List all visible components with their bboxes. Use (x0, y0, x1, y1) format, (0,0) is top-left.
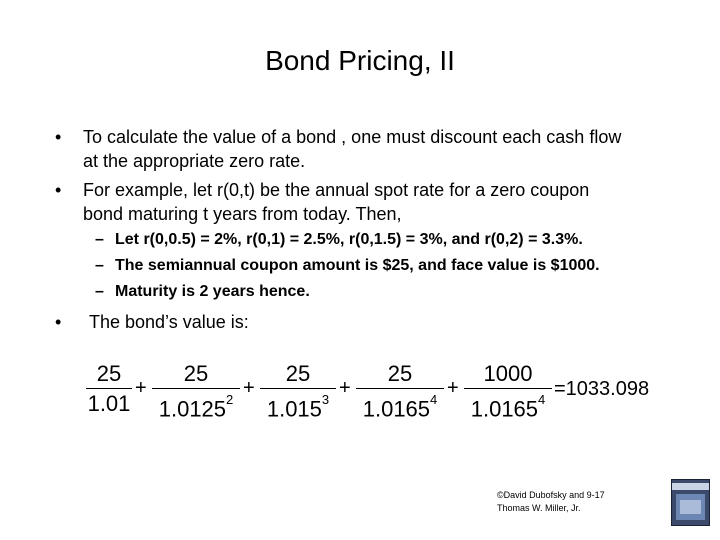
fraction-term-5 (464, 360, 552, 422)
bullet-3-text: The bond’s value is: (89, 312, 249, 332)
footer-line-2: Thomas W. Miller, Jr. (497, 503, 581, 513)
denominator (356, 389, 444, 422)
denominator (86, 389, 132, 417)
plus-operator: + (447, 377, 459, 399)
denominator (260, 389, 336, 422)
bullet-2-line-1: For example, let r(0,t) be the annual spot rate for a zero coupon (83, 180, 590, 200)
denominator-base: 1.0125 (158, 396, 227, 422)
bullet-1-text (83, 125, 683, 173)
bullet-marker: • (55, 180, 62, 200)
logo-band (672, 483, 709, 490)
numerator: 25 (387, 361, 413, 386)
exponent: 4 (430, 392, 438, 407)
slide-title: Bond Pricing, II (265, 45, 455, 76)
bullet-1-line-1: To calculate the value of a bond , one must discount each cash flow (83, 127, 622, 147)
plus-operator: + (339, 377, 351, 399)
denominator-base: 1.0165 (470, 396, 539, 422)
subbullet-marker: – (95, 231, 104, 248)
book-cover-logo (671, 479, 710, 526)
fraction-term-1 (86, 360, 132, 417)
subbullet-marker: – (95, 283, 104, 300)
numerator: 1000 (483, 361, 533, 386)
subbullet-coupon: The semiannual coupon amount is $25, and face value is $1000. (115, 257, 600, 274)
exponent: 2 (226, 392, 234, 407)
bullet-2-line-2: bond maturing t years from today. Then, (83, 204, 402, 224)
numerator: 25 (183, 361, 209, 386)
footer-line-1: ©David Dubofsky and 9-17 (497, 490, 605, 500)
denominator-base: 1.0165 (362, 396, 431, 422)
denominator-base: 1.01 (87, 391, 131, 416)
fraction-term-3 (260, 360, 336, 422)
fraction-term-4 (356, 360, 444, 422)
numerator: 25 (285, 361, 311, 386)
denominator-base: 1.015 (266, 396, 322, 422)
subbullet-rates: Let r(0,0.5) = 2%, r(0,1) = 2.5%, r(0,1.5) = 3%, and r(0,2) = 3.3%. (115, 231, 583, 248)
numerator: 25 (96, 361, 122, 386)
copyright-footer (497, 489, 605, 515)
plus-operator: + (243, 377, 255, 399)
plus-operator: + (135, 377, 147, 399)
exponent: 3 (321, 392, 330, 407)
denominator (464, 389, 552, 422)
bullet-marker: • (55, 127, 62, 147)
fraction-term-2 (152, 360, 240, 422)
denominator (152, 389, 240, 422)
subbullet-maturity: Maturity is 2 years hence. (115, 283, 310, 300)
bullet-1-line-2: at the appropriate zero rate. (83, 151, 306, 171)
bullet-2-text (83, 178, 683, 226)
bullet-marker: • (55, 312, 62, 332)
subbullet-marker: – (95, 257, 104, 274)
formula-result: =1033.098 (554, 378, 650, 400)
exponent: 4 (538, 392, 546, 407)
logo-band (680, 500, 701, 514)
